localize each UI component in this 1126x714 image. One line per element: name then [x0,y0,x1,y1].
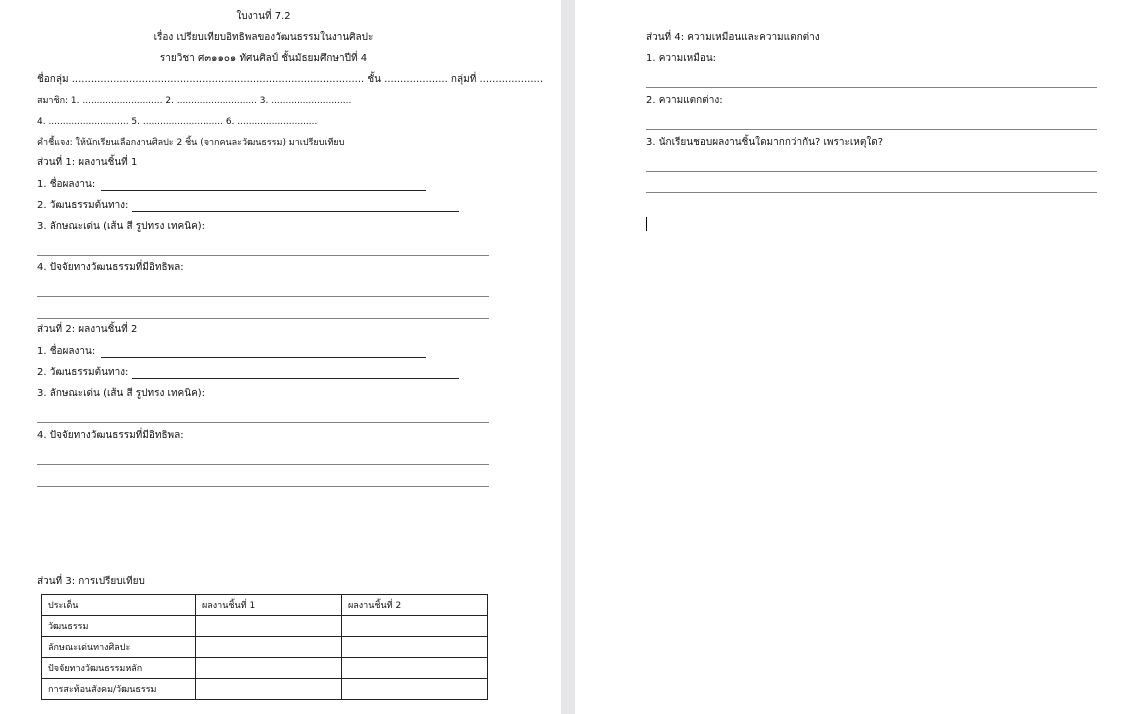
members-line-2: 4. ............................ 5. ............................ 6. ............................ [37,117,318,127]
part2-q4-answer-line-2[interactable] [37,486,489,487]
part4-heading: ส่วนที่ 4: ความเหมือนและความแตกต่าง [646,32,820,43]
table-header-row [42,595,488,616]
part1-q4-label: 4. ปัจจัยทางวัฒนธรรมที่มีอิทธิพล: [37,262,184,273]
table-cell-empty[interactable] [196,637,342,658]
table-cell-empty[interactable] [196,658,342,679]
table-row [42,658,488,679]
part2-q1-label: 1. ชื่อผลงาน: [37,346,96,357]
comparison-table [41,594,488,700]
worksheet-title: ใบงานที่ 7.2 [236,11,291,22]
part2-q2-label: 2. วัฒนธรรมต้นทาง: [37,367,129,378]
part1-q4-answer-line-1[interactable] [37,296,489,297]
worksheet-course: รายวิชา ศ๓๑๑๐๑ ทัศนศิลป์ ชั้นมัธยมศึกษาปีที่ 4 [159,53,368,64]
worksheet-subject: เรื่อง เปรียบเทียบอิทธิพลของวัฒนธรรมในงานศิลปะ [153,32,374,43]
part3-heading: ส่วนที่ 3: การเปรียบเทียบ [37,576,145,587]
table-header-cell: ประเด็น [42,595,196,616]
part1-q3-answer-line[interactable] [37,255,489,256]
table-cell-empty[interactable] [342,658,488,679]
part1-q1-answer-line[interactable] [101,190,426,191]
part1-q2-label: 2. วัฒนธรรมต้นทาง: [37,200,129,211]
table-row [42,679,488,700]
table-cell-empty[interactable] [342,637,488,658]
part1-q1-label: 1. ชื่อผลงาน: [37,179,96,190]
part2-q3-answer-line[interactable] [37,422,489,423]
table-row-label: การสะท้อนสังคม/วัฒนธรรม [42,679,196,700]
part4-q2-answer-line[interactable] [646,129,1097,130]
instructions-text: คำชี้แจง: ให้นักเรียนเลือกงานศิลปะ 2 ชิ้น (จากคนละวัฒนธรรม) มาเปรียบเทียบ [37,138,345,148]
table-row [42,616,488,637]
part2-q2-answer-line[interactable] [132,378,459,379]
part1-q3-label: 3. ลักษณะเด่น (เส้น สี รูปทรง เทคนิค): [37,221,206,232]
part1-heading: ส่วนที่ 1: ผลงานชิ้นที่ 1 [37,157,138,168]
members-line-1: สมาชิก: 1. ............................ 2. ............................ 3. ............................ [37,96,352,106]
part4-q2-label: 2. ความแตกต่าง: [646,95,723,106]
part4-q3-answer-line-2[interactable] [646,192,1097,193]
part4-q3-answer-line-1[interactable] [646,171,1097,172]
table-cell-empty[interactable] [342,616,488,637]
document-page-left[interactable] [0,0,561,714]
table-cell-empty[interactable] [196,616,342,637]
table-header-cell: ผลงานชิ้นที่ 2 [342,595,488,616]
document-page-right[interactable] [575,0,1126,714]
part1-q4-answer-line-2[interactable] [37,318,489,319]
part2-q1-answer-line[interactable] [101,357,426,358]
table-cell-empty[interactable] [342,679,488,700]
part1-q2-answer-line[interactable] [132,211,459,212]
text-cursor [646,217,647,231]
part2-q4-label: 4. ปัจจัยทางวัฒนธรรมที่มีอิทธิพล: [37,430,184,441]
table-row-label: ปัจจัยทางวัฒนธรรมหลัก [42,658,196,679]
table-row [42,637,488,658]
part4-q1-answer-line[interactable] [646,87,1097,88]
table-row-label: วัฒนธรรม [42,616,196,637]
table-row-label: ลักษณะเด่นทางศิลปะ [42,637,196,658]
group-name-line: ชื่อกลุ่ม ............................................................................................ ชั้น .................... กลุ่มที่ .................... [37,74,544,85]
part4-q1-label: 1. ความเหมือน: [646,53,717,64]
table-cell-empty[interactable] [196,679,342,700]
part4-q3-label: 3. นักเรียนชอบผลงานชิ้นใดมากกว่ากัน? เพราะเหตุใด? [646,137,884,148]
part2-q4-answer-line-1[interactable] [37,464,489,465]
table-header-cell: ผลงานชิ้นที่ 1 [196,595,342,616]
part2-q3-label: 3. ลักษณะเด่น (เส้น สี รูปทรง เทคนิค): [37,388,206,399]
part2-heading: ส่วนที่ 2: ผลงานชิ้นที่ 2 [37,324,138,335]
